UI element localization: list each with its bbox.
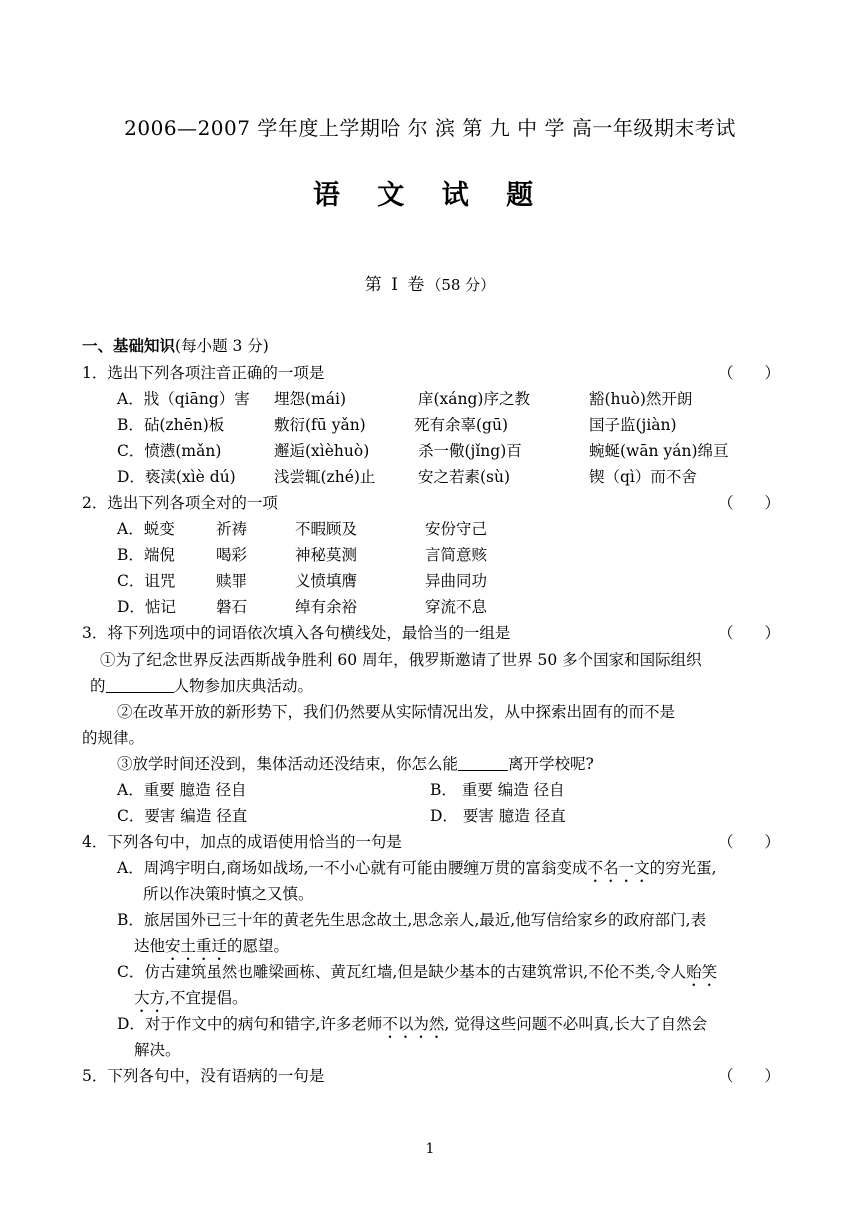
fill-blank [458, 755, 508, 772]
answer-bracket: （ ） [718, 1067, 781, 1085]
answer-bracket: （ ） [718, 494, 781, 512]
q4-b-prefix: 达他 [134, 937, 166, 955]
dotted-idiom: 不名一文 [587, 859, 650, 877]
q4-c-suffix: ,不宜提倡。 [165, 989, 248, 1007]
q4-option-a-cont: 所以作决策时慎之又慎。 [143, 885, 314, 903]
q2-option-d-3: 绰有余裕 [295, 598, 358, 616]
q1-option-b-3: 死有余辜(gū) [414, 416, 508, 434]
q2-option-c-3: 义愤填膺 [295, 572, 358, 590]
q1-option-d-1: D．亵渎(xìè dú) [117, 468, 236, 486]
q1-option-c-4: 蜿蜒(wān yán)绵亘 [589, 442, 729, 460]
answer-bracket: （ ） [718, 833, 781, 851]
q4-option-b: B．旅居国外已三十年的黄老先生思念故土,思念亲人,最近,他写信给家乡的政府部门,表 [117, 911, 707, 929]
q1-option-a-4: 豁(huò)然开朗 [589, 390, 693, 408]
q1-option-a-3: 庠(xáng)序之教 [418, 390, 530, 408]
q3-sentence-1: ①为了纪念世界反法西斯战争胜利 60 周年，俄罗斯邀请了世界 50 多个国家和国际组织 [100, 651, 702, 669]
dotted-idiom: 大方 [134, 989, 166, 1007]
q2-option-c-4: 异曲同功 [425, 572, 488, 590]
q3-sentence-2: ②在改革开放的新形势下，我们仍然要从实际情况出发，从中探索出固有的而不是 [117, 703, 676, 721]
q1-option-b-1: B．砧(zhēn)板 [117, 416, 225, 434]
section-title: 一、基础知识 [82, 337, 176, 355]
q4-b-suffix: 的愿望。 [227, 937, 290, 955]
q1-option-c-3: 杀一儆(jǐng)百 [418, 442, 522, 460]
q2-option-b-3: 神秘莫测 [295, 546, 358, 564]
subject-title: 语 文 试 题 [312, 180, 548, 211]
q3-sentence-3 [117, 752, 594, 774]
volume-label: 第 Ⅰ 卷 [364, 275, 427, 295]
q1-option-d-3: 安之若素(sù) [418, 468, 511, 486]
q2-option-a-3: 不暇顾及 [295, 520, 358, 538]
q2-option-d-1: D．惦记 [117, 598, 176, 616]
answer-bracket: （ ） [718, 364, 781, 382]
q3-option-c: C．要害 编造 径直 [117, 807, 248, 825]
question-2-stem: 2．选出下列各项全对的一项 [82, 494, 278, 512]
q1-option-d-4: 锲（qì）而不舍 [589, 468, 697, 486]
q1-option-b-4: 国子监(jiàn) [589, 416, 677, 434]
question-1-stem: 1．选出下列各项注音正确的一项是 [82, 364, 325, 382]
q1-option-d-2: 浅尝辄(zhé)止 [274, 468, 376, 486]
q4-option-d [117, 1012, 707, 1042]
q1-option-a-2: 埋怨(mái) [274, 390, 346, 408]
q3-option-b: B． 重要 编造 径自 [430, 781, 565, 799]
q2-option-a-4: 安份守己 [425, 520, 488, 538]
exam-title: 2006—2007 学年度上学期哈 尔 滨 第 九 中 学 高一年级期末考试 [124, 116, 736, 140]
q4-d-prefix: D．对于作文中的病句和错字,许多老师 [117, 1015, 383, 1033]
q4-option-d-cont: 解决。 [134, 1041, 181, 1059]
volume-heading [0, 270, 860, 295]
q3-sentence-1-cont [90, 674, 313, 696]
page-number: 1 [425, 1141, 435, 1157]
dotted-idiom: 不以为然 [382, 1015, 445, 1033]
question-5-stem: 5．下列各句中，没有语病的一句是 [82, 1067, 325, 1085]
q2-option-c-1: C．诅咒 [117, 572, 176, 590]
question-3-stem: 3．将下列选项中的词语依次填入各句横线处，最恰当的一组是 [82, 624, 511, 642]
q2-option-a-2: 祈祷 [216, 520, 248, 538]
q4-a-prefix: A．周鸿宇明白,商场如战场,一不小心就有可能由腰缠万贯的富翁变成 [117, 859, 588, 877]
q2-option-b-4: 言简意赅 [425, 546, 488, 564]
q3-s3-suffix: 离开学校呢? [508, 755, 594, 773]
section-heading [82, 334, 269, 356]
q2-option-c-2: 赎罪 [216, 572, 248, 590]
q2-option-b-1: B．端倪 [117, 546, 175, 564]
q2-option-a-1: A．蜕变 [117, 520, 175, 538]
q4-d-suffix: , 觉得这些问题不必叫真,长大了自然会 [444, 1015, 708, 1033]
q3-option-d: D． 要害 臆造 径直 [430, 807, 566, 825]
volume-score: （58 分） [426, 276, 496, 294]
dotted-idiom: 安土重迁 [165, 937, 228, 955]
q1-option-a-1: A．戕（qiāng）害 [117, 390, 250, 408]
q1-option-c-1: C．愤懑(mǎn) [117, 442, 222, 460]
q2-option-d-4: 穿流不息 [425, 598, 488, 616]
q3-s1-suffix: 人物参加庆典活动。 [173, 677, 314, 695]
question-4-stem: 4．下列各句中，加点的成语使用恰当的一句是 [82, 833, 402, 851]
q3-option-a: A．重要 臆造 径自 [117, 781, 247, 799]
q2-option-b-2: 喝彩 [216, 546, 248, 564]
section-note: (每小题 3 分) [175, 337, 269, 355]
q3-s1-prefix: 的 [90, 677, 106, 695]
q3-s3-prefix: ③放学时间还没到，集体活动还没结束，你怎么能 [117, 755, 459, 773]
q4-c-prefix: C．仿古建筑虽然也雕梁画栋、黄瓦红墙,但是缺少基本的古建筑常识,不伦不类,令人 [117, 963, 687, 981]
q1-option-b-2: 敷衍(fū yǎn) [274, 416, 366, 434]
dotted-idiom: 贻笑 [686, 963, 718, 981]
fill-blank [106, 677, 174, 694]
q4-a-suffix: 的穷光蛋, [649, 859, 717, 877]
q2-option-d-2: 磐石 [216, 598, 248, 616]
q1-option-c-2: 邂逅(xìèhuò) [274, 442, 370, 460]
answer-bracket: （ ） [718, 624, 781, 642]
q3-sentence-2-cont: 的规律。 [82, 729, 145, 747]
